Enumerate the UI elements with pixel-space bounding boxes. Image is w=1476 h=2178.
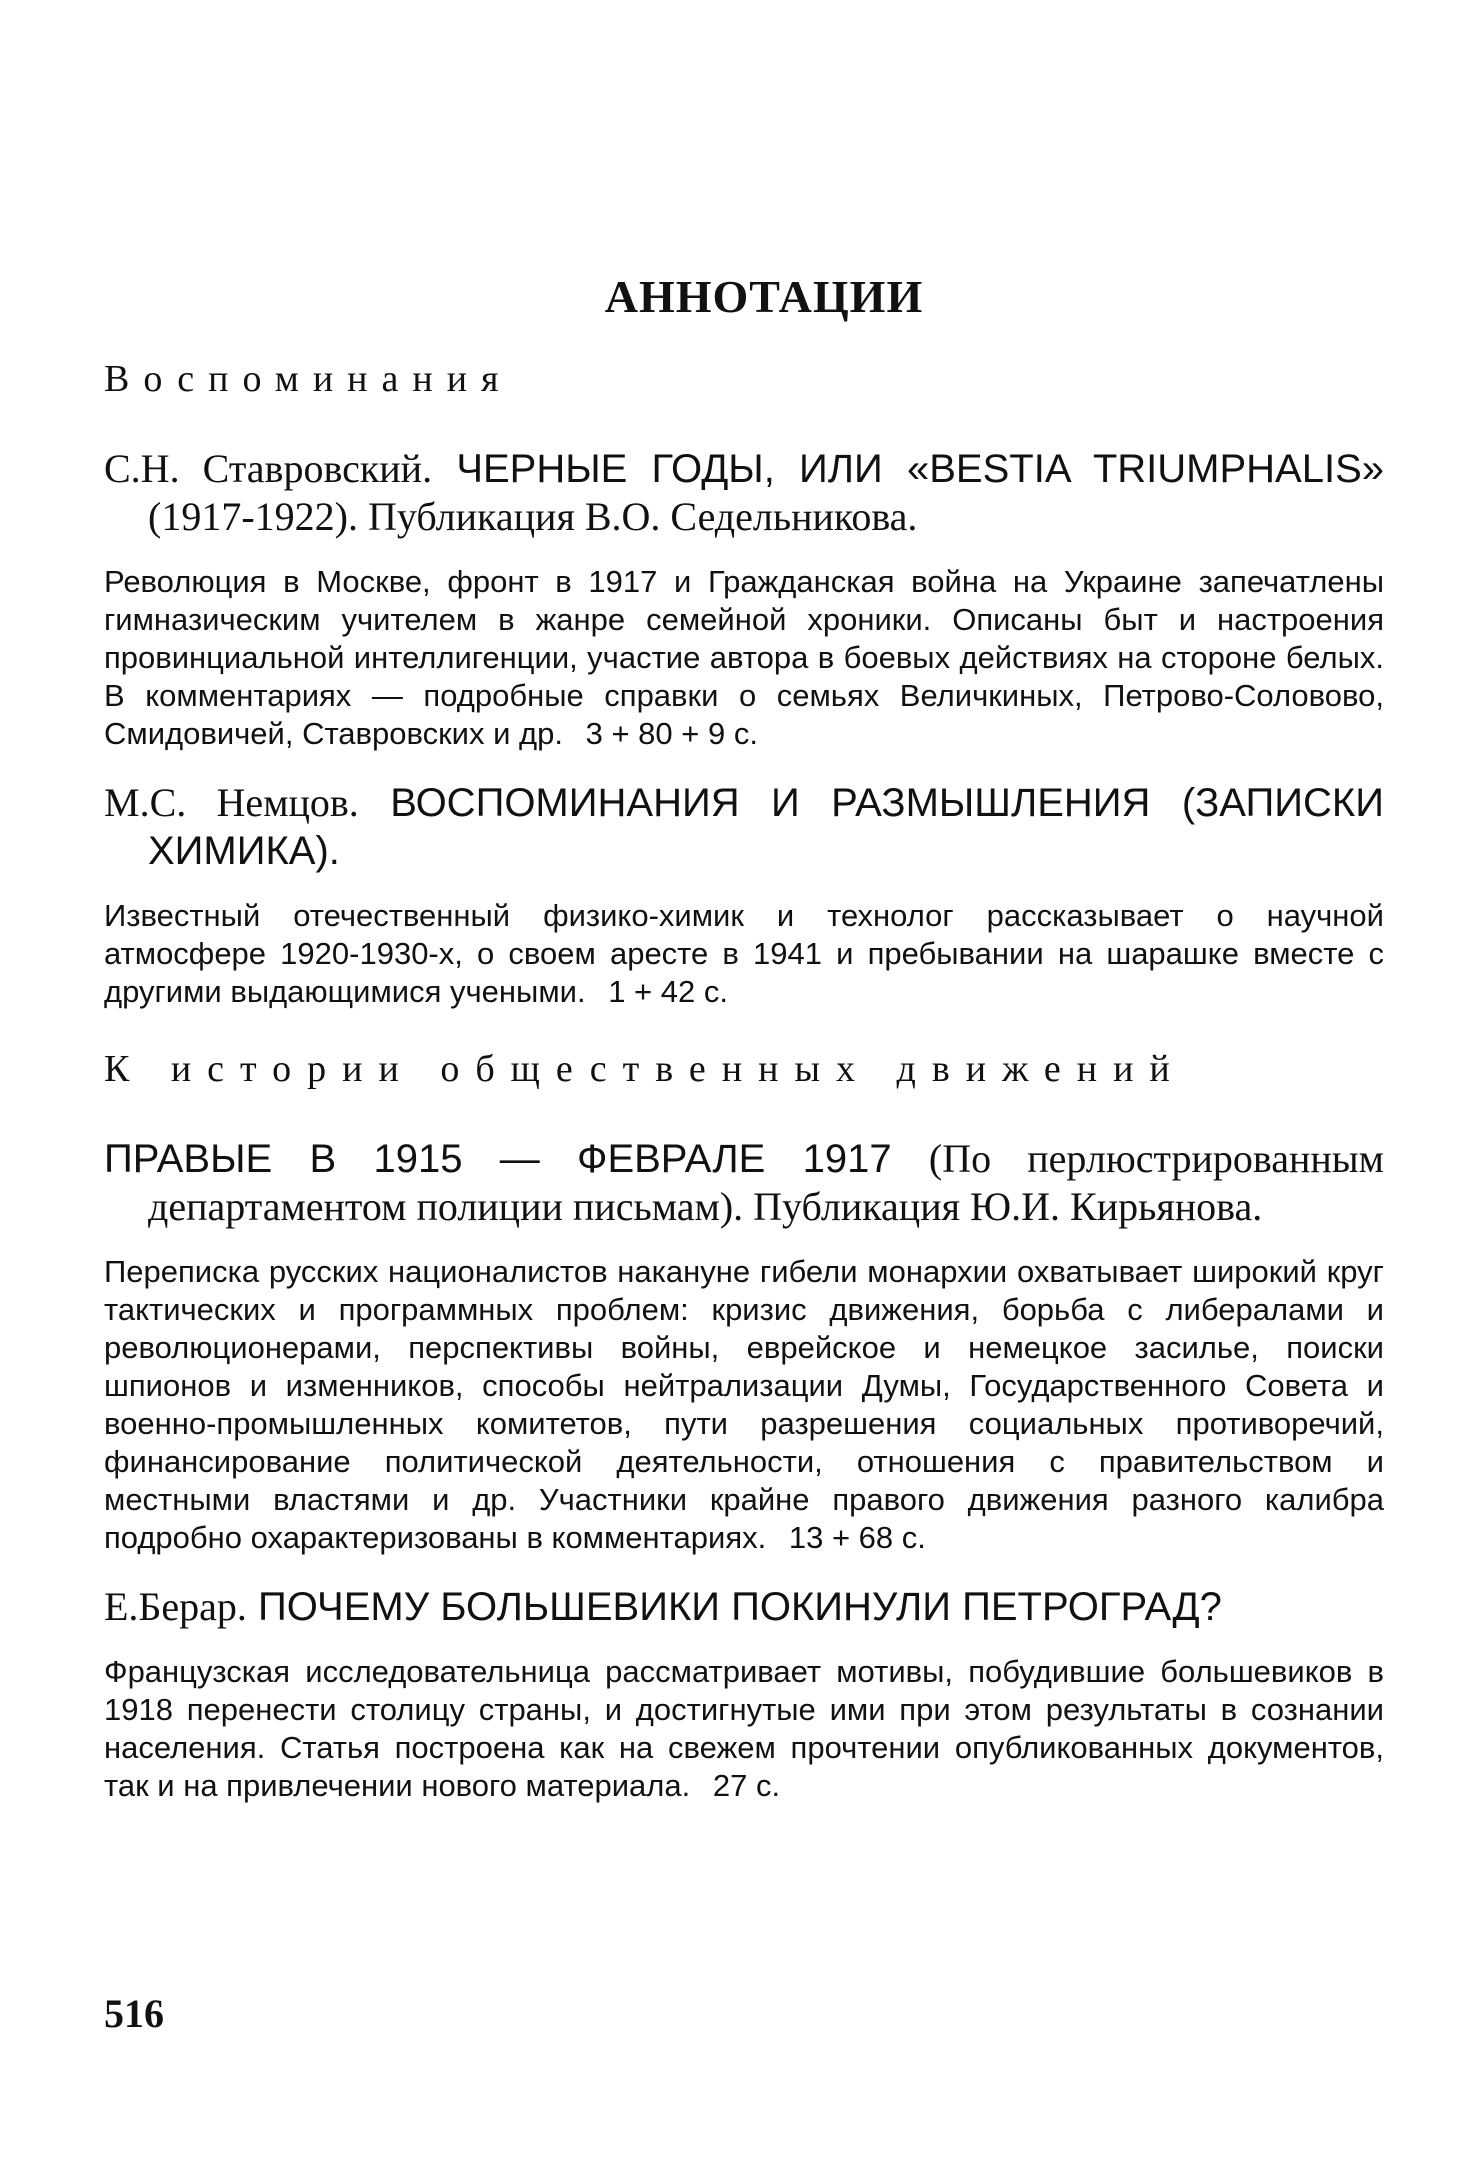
entry-title: ПОЧЕМУ БОЛЬШЕВИКИ ПОКИНУЛИ ПЕТРОГРАД? — [258, 1585, 1222, 1629]
entry-nemtsov — [104, 779, 1384, 1011]
entry-description: Французская исследовательница рассматривает мотивы, побудившие большевиков в 1918 перенести столицу страны, и достигнутые ими при этом результаты в сознании населения. Статья построена как на свежем прочтении опубликованных документов, так и на привлечении нового материала. — [104, 1654, 1384, 1803]
page-title: АННОТАЦИИ — [604, 271, 924, 322]
entry-pages: 1 + 42 с. — [608, 974, 728, 1009]
entry-body — [104, 897, 1384, 1011]
entry-author: С.Н. Ставровский. — [104, 446, 433, 491]
entry-author: Е.Берар. — [104, 1584, 247, 1629]
entry-right-wing — [104, 1135, 1384, 1557]
page-number: 516 — [104, 1991, 164, 2036]
entry-title: ЧЕРНЫЕ ГОДЫ, ИЛИ «BESTIA TRIUMPHALIS» — [456, 447, 1384, 491]
entry-title: ПРАВЫЕ В 1915 — ФЕВРАЛЕ 1917 — [104, 1137, 892, 1181]
entry-body — [104, 563, 1384, 753]
entry-heading — [104, 1583, 1384, 1631]
entry-heading — [104, 1135, 1384, 1231]
entry-author: М.С. Немцов. — [104, 780, 359, 825]
entry-heading — [104, 779, 1384, 875]
entry-description: Известный отечественный физико-химик и технолог рассказывает о научной атмосфере 1920-1930-х, о своем аресте в 1941 и пребывании на шарашке вместе с другими выдающимися учеными. — [104, 898, 1384, 1009]
entry-pages: 27 с. — [712, 1768, 781, 1803]
entry-body — [104, 1653, 1384, 1805]
entry-pages: 3 + 80 + 9 с. — [585, 716, 758, 751]
entry-body — [104, 1253, 1384, 1557]
entry-berard — [104, 1583, 1384, 1805]
entry-subtitle: (По перлюстрированным департаментом полиции письмам). Публикация Ю.И. Кирьянова. — [148, 1136, 1384, 1229]
entry-description: Революция в Москве, фронт в 1917 и Гражданская война на Украине запечатлены гимназическим учителем в жанре семейной хроники. Описаны быт и настроения провинциальной интеллигенции, участие автора в боевых действиях на стороне белых. В комментариях — подробные справки о семьях Величкиных, Петрово-Соловово, Смидовичей, Ставровских и др. — [104, 564, 1384, 751]
section-title-memoirs: Воспоминания — [104, 358, 513, 400]
entry-pages: 13 + 68 с. — [788, 1520, 926, 1555]
section-title-social-movements: К истории общественных движений — [104, 1048, 1186, 1090]
annotations-page — [104, 270, 1384, 1831]
entry-description: Переписка русских националистов накануне гибели монархии охватывает широкий круг тактических и программных проблем: кризис движения, борьба с либералами и революционерами, перспективы войны, еврейское и немецкое засилье, поиски шпионов и изменников, способы нейтрализации Думы, Государственного Совета и военно-промышленных комитетов, пути разрешения социальных противоречий, финансирование политической деятельности, отношения с правительством и местными властями и др. Участники крайне правого движения разного калибра подробно охарактеризованы в комментариях. — [104, 1254, 1384, 1555]
entry-subtitle: (1917-1922). Публикация В.О. Седельникова. — [148, 494, 918, 539]
entry-stavrovsky — [104, 445, 1384, 753]
entry-heading — [104, 445, 1384, 541]
entry-title: ВОСПОМИНАНИЯ И РАЗМЫШЛЕНИЯ (ЗАПИСКИ ХИМИКА). — [148, 781, 1384, 873]
